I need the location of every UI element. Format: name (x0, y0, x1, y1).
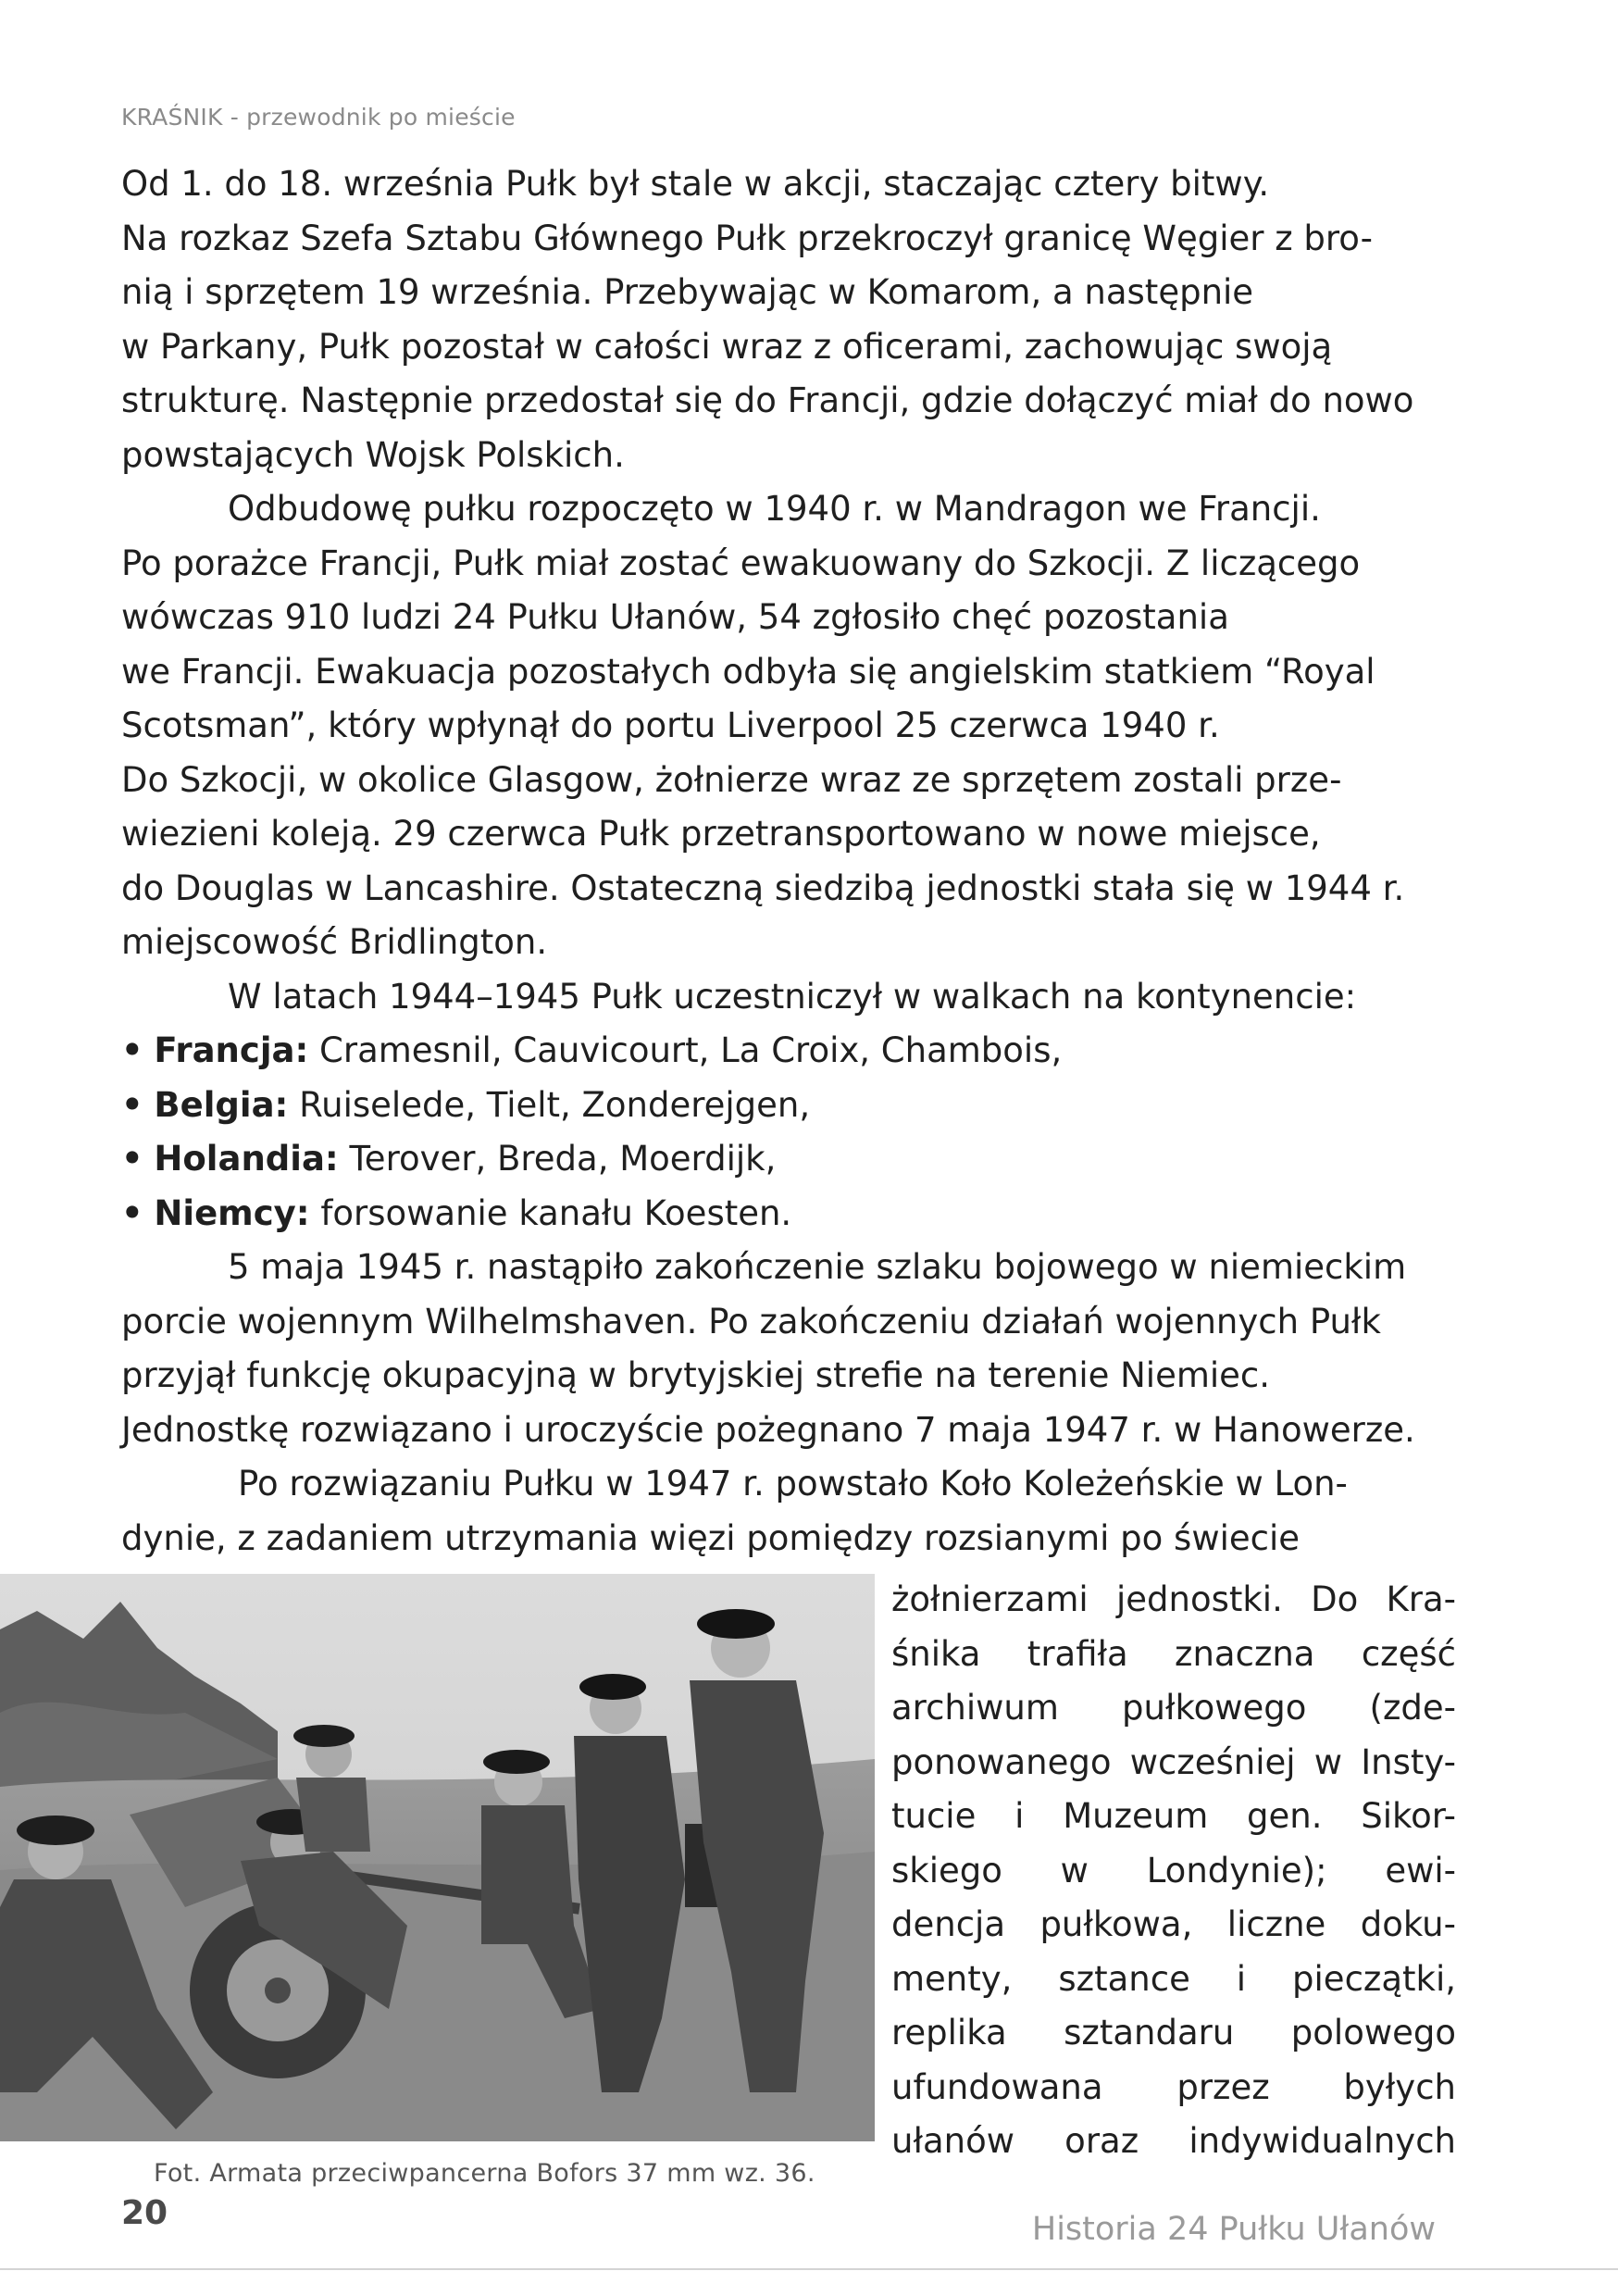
historical-photo (0, 1574, 875, 2141)
book-title-footer: Historia 24 Pułku Ułanów (1031, 2211, 1436, 2248)
text-line: tucie i Muzeum gen. Sikor- (891, 1796, 1456, 1836)
text-line: replika sztandaru polowego (891, 2013, 1456, 2053)
paragraph-5 (121, 1457, 1456, 1566)
text-line: strukturę. Następnie przedostał się do Francji, gdzie dołączyć miał do nowo (121, 381, 1414, 420)
text-line: W latach 1944–1945 Pułk uczestniczył w walkach na kontynencie: (228, 976, 1357, 1017)
text-line: Po rozwiązaniu Pułku w 1947 r. powstało Koło Koleżeńskie w Lon- (238, 1464, 1348, 1504)
places-text: forsowanie kanału Koesten. (309, 1192, 792, 1233)
text-line: menty, sztance i pieczątki, (891, 1958, 1456, 1999)
places-text: Terover, Breda, Moerdijk, (338, 1139, 777, 1179)
text-line: śnika trafiła znaczna część (891, 1633, 1456, 1674)
paragraph-1 (121, 157, 1456, 482)
text-line: Od 1. do 18. września Pułk był stale w akcji, staczając cztery bitwy. (121, 164, 1270, 204)
text-line: Na rozkaz Szefa Sztabu Głównego Pułk przekroczył granicę Węgier z bro- (121, 218, 1373, 258)
text-line: Odbudowę pułku rozpoczęto w 1940 r. w Mandragon we Francji. (228, 489, 1321, 529)
text-line: ułanów oraz indywidualnych (891, 2121, 1456, 2161)
text-line: dynie, z zadaniem utrzymania więzi pomiędzy rozsianymi po świecie (121, 1517, 1301, 1558)
bullet-mark: • (121, 1030, 143, 1070)
photo-caption: Fot. Armata przeciwpancerna Bofors 37 mm wz. 36. (154, 2159, 815, 2188)
text-line: powstających Wojsk Polskich. (121, 434, 625, 475)
paragraph-3 (121, 970, 1456, 1025)
text-line: żołnierzami jednostki. Do Kra- (891, 1579, 1456, 1619)
country-label: Niemcy: (154, 1192, 310, 1233)
places-text: Cramesnil, Cauvicourt, La Croix, Chambois, (308, 1030, 1063, 1070)
body-text (121, 157, 1456, 1566)
text-line: we Francji. Ewakuacja pozostałych odbyła się angielskim statkiem “Royal (121, 651, 1375, 692)
text-line: wówczas 910 ludzi 24 Pułku Ułanów, 54 zgłosiło chęć pozostania (121, 597, 1229, 637)
text-line: nią i sprzętem 19 września. Przebywając w Komarom, a następnie (121, 272, 1254, 312)
text-line: 5 maja 1945 r. nastąpiło zakończenie szlaku bojowego w niemieckim (228, 1247, 1407, 1287)
list-item (121, 1187, 1456, 1242)
text-line: porcie wojennym Wilhelmshaven. Po zakończeniu działań wojennych Pułk (121, 1301, 1381, 1341)
list-item (121, 1079, 1456, 1133)
bullet-mark: • (121, 1192, 143, 1233)
text-line: Jednostkę rozwiązano i uroczyście pożegnano 7 maja 1947 r. w Hanowerze. (121, 1409, 1415, 1450)
text-line: Po porażce Francji, Pułk miał zostać ewakuowany do Szkocji. Z liczącego (121, 543, 1361, 583)
text-line: ufundowana przez byłych (891, 2066, 1456, 2107)
list-item (121, 1132, 1456, 1187)
text-line: ponowanego wcześniej w Insty- (891, 1741, 1456, 1782)
country-label: Belgia: (154, 1084, 289, 1125)
text-line: dencja pułkowa, liczne doku- (891, 1904, 1456, 1944)
bullet-mark: • (121, 1139, 143, 1179)
list-item (121, 1024, 1456, 1079)
photo-soldiers-with-antitank-gun (0, 1574, 875, 2141)
paragraph-4 (121, 1241, 1456, 1457)
text-line: przyjął funkcję okupacyjną w brytyjskiej strefie na terenie Niemiec. (121, 1355, 1271, 1395)
places-text: Ruiselede, Tielt, Zonderejgen, (288, 1084, 811, 1125)
country-label: Francja: (154, 1030, 309, 1070)
text-line: archiwum pułkowego (zde- (891, 1688, 1456, 1728)
paragraph-5-continuation (891, 1573, 1456, 2169)
bullet-mark: • (121, 1084, 143, 1125)
footer-divider (0, 2268, 1618, 2270)
text-line: do Douglas w Lancashire. Ostateczną siedzibą jednostki stała się w 1944 r. (121, 867, 1405, 908)
text-line: Scotsman”, który wpłynął do portu Liverpool 25 czerwca 1940 r. (121, 705, 1220, 745)
text-line: w Parkany, Pułk pozostał w całości wraz z oficerami, zachowując swoją (121, 326, 1333, 367)
running-header: KRAŚNIK - przewodnik po mieście (121, 104, 516, 131)
text-line: wiezieni koleją. 29 czerwca Pułk przetransportowano w nowe miejsce, (121, 814, 1321, 854)
paragraph-2 (121, 482, 1456, 970)
text-line: Do Szkocji, w okolice Glasgow, żołnierze wraz ze sprzętem zostali prze- (121, 759, 1342, 800)
text-line: miejscowość Bridlington. (121, 922, 548, 962)
text-line: skiego w Londynie); ewi- (891, 1850, 1456, 1890)
campaign-list (121, 1024, 1456, 1241)
page-number: 20 (121, 2194, 168, 2232)
country-label: Holandia: (154, 1139, 339, 1179)
